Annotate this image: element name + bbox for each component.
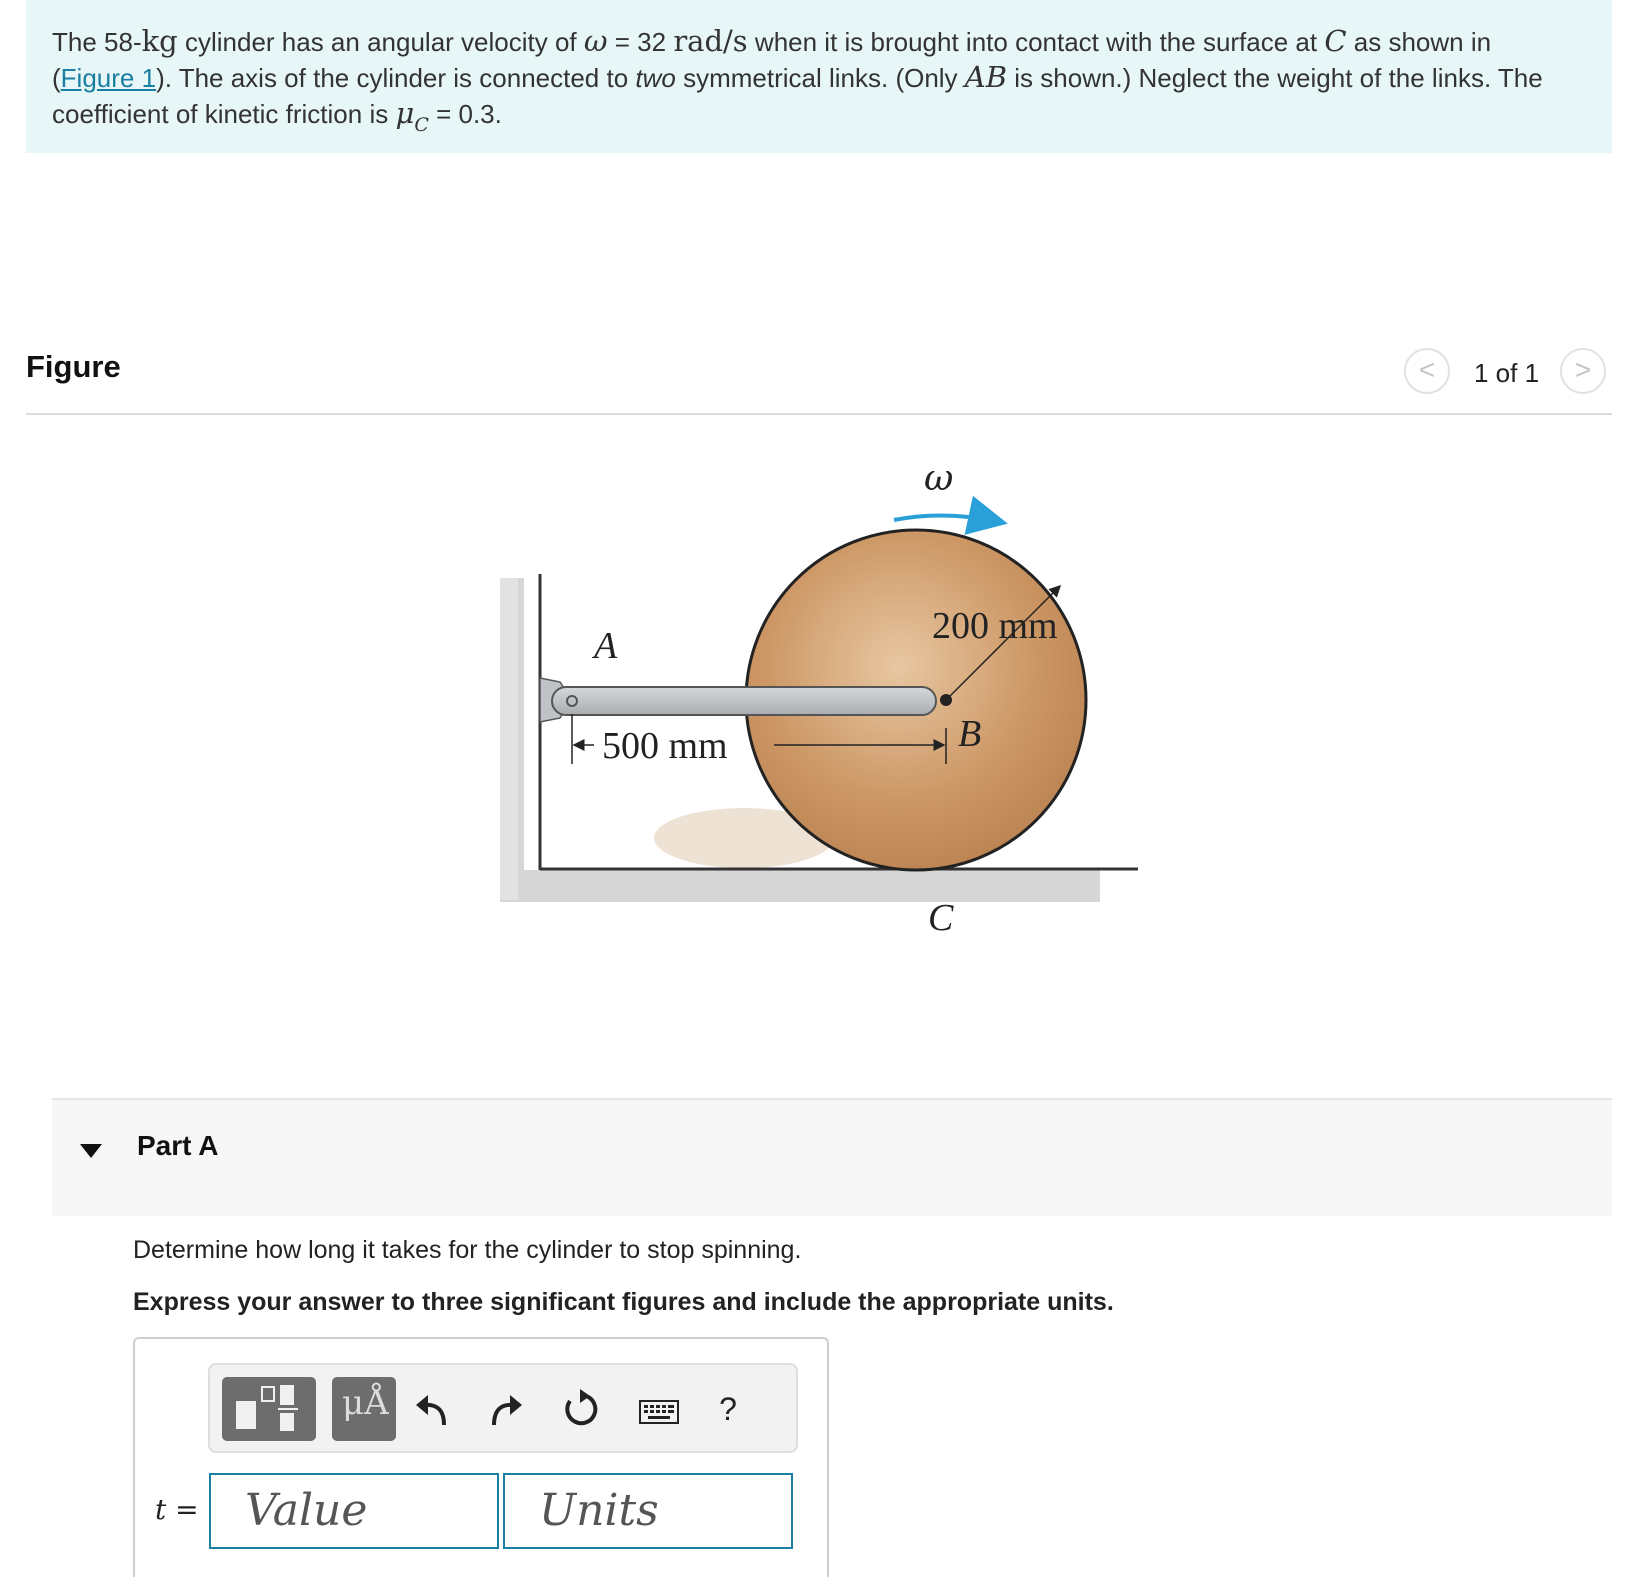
keyboard-icon [634,1379,684,1439]
units-symbol: μÅ [342,1383,389,1423]
help-icon: ? [719,1391,737,1427]
unit-rad-per-s: rad/s [673,24,748,58]
point-b-label: B [958,713,982,755]
problem-text: as shown in [1346,27,1492,57]
point-c-symbol: C [1324,24,1347,58]
cylinder-diagram [494,438,1140,964]
problem-text: The 58- [52,27,142,57]
chevron-left-icon: < [1418,354,1436,385]
problem-text: is shown.) Neglect the weight of the links. The [1007,63,1543,93]
help-button[interactable] [704,1379,752,1439]
templates-button[interactable] [222,1377,316,1441]
prev-figure-button[interactable] [1404,348,1450,394]
problem-text: coefficient of kinetic friction is [52,99,396,129]
reset-button[interactable] [556,1379,604,1439]
question-text: Determine how long it takes for the cylinder to stop spinning. [133,1236,802,1264]
figure-link[interactable]: Figure 1 [60,63,157,93]
math-toolbar [208,1363,798,1453]
figure-illustration [494,438,1140,964]
radius-label: 200 mm [932,605,1058,647]
figure-header [26,345,1612,415]
problem-text: symmetrical links. (Only [675,63,965,93]
omega-label: ω [924,458,954,499]
units-input[interactable] [503,1473,793,1549]
caret-down-icon[interactable] [80,1144,102,1160]
problem-text: cylinder has an angular velocity of [177,27,584,57]
omega-symbol: ω [583,24,608,58]
problem-line-3 [52,96,1586,135]
problem-text: = 0.3. [428,99,502,129]
value-placeholder: Value [245,1485,368,1536]
undo-icon [408,1379,456,1439]
problem-emphasis: two [635,63,676,93]
problem-statement [26,0,1612,153]
units-button[interactable] [332,1377,396,1441]
redo-icon [482,1379,530,1439]
mu-subscript: C [414,114,429,136]
problem-line-1 [52,24,1586,60]
undo-button[interactable] [408,1379,456,1439]
keyboard-button[interactable] [634,1379,684,1439]
link-ab-symbol: AB [964,60,1008,94]
problem-line-2 [52,60,1586,96]
problem-text: ( [52,63,61,93]
figure-title: Figure [26,349,121,384]
part-a-header[interactable] [52,1098,1612,1216]
unit-kg: kg [141,24,178,58]
length-label: 500 mm [602,725,728,767]
point-c-label: C [928,897,954,939]
answer-area [133,1337,829,1577]
wall-hatch [500,578,518,900]
reset-icon [556,1379,604,1439]
part-a-title: Part A [137,1130,219,1161]
instruction-text: Express your answer to three significant figures and include the appropriate units. [133,1288,1114,1316]
point-a-label: A [594,625,618,667]
templates-icon [222,1377,316,1441]
link-ab [552,687,936,715]
mu-symbol: μ [395,96,415,130]
problem-text: when it is brought into contact with the surface at [747,27,1325,57]
chevron-right-icon: > [1574,354,1592,385]
figure-pager: 1 of 1 [1474,358,1540,388]
answer-variable: t = [155,1493,199,1526]
problem-text: ). The axis of the cylinder is connected to [156,63,636,93]
units-placeholder: Units [539,1485,659,1536]
problem-text: = 32 [607,27,674,57]
redo-button[interactable] [482,1379,530,1439]
value-input[interactable] [209,1473,499,1549]
omega-arrow [894,515,1000,522]
answer-label [155,1493,199,1526]
next-figure-button[interactable] [1560,348,1606,394]
